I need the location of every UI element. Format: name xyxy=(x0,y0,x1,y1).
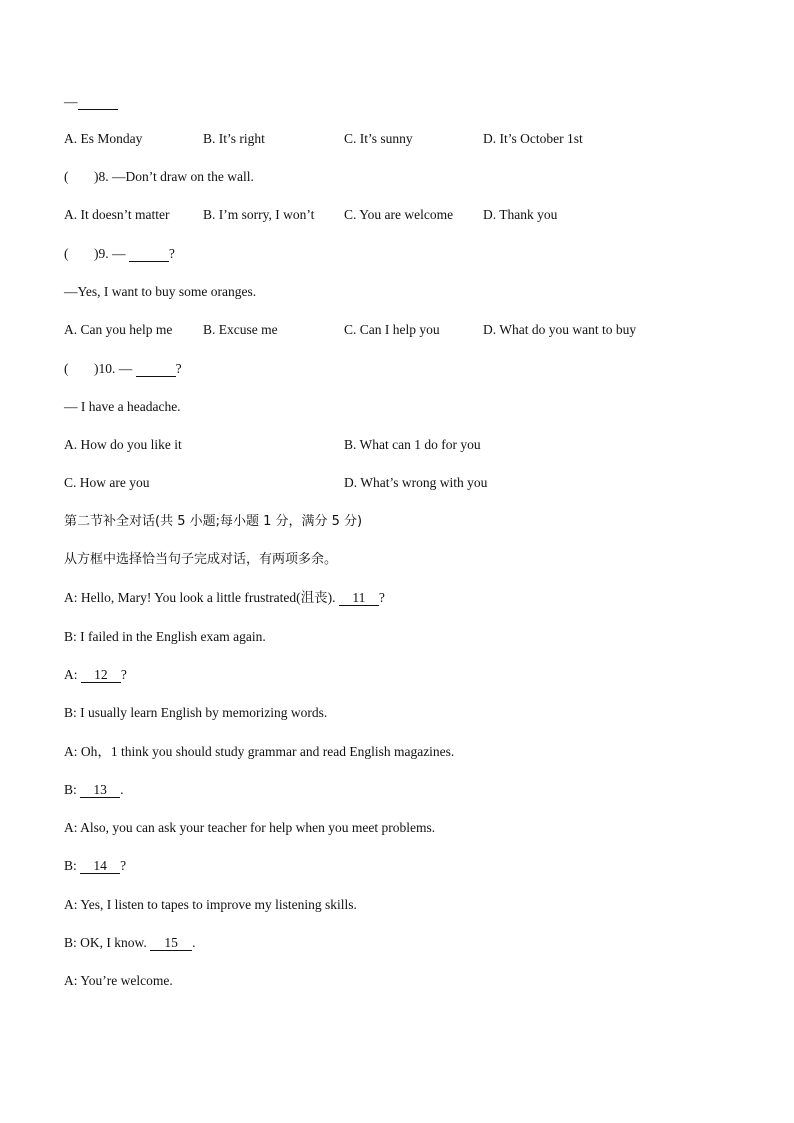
q10-option-b: B. What can 1 do for you xyxy=(344,437,481,452)
dialogue-line-6: B: 13 . xyxy=(64,782,124,797)
blank-11: 11 xyxy=(339,591,379,606)
dialogue-line-3: A: 12 ? xyxy=(64,667,127,682)
section-instruction: 从方框中选择恰当句子完成对话，有两项多余。 xyxy=(64,552,338,567)
q8-stem: ( )8. —Don’t draw on the wall. xyxy=(64,169,254,184)
blank-13: 13 xyxy=(80,783,120,798)
q7-dash: — xyxy=(64,94,78,109)
q9-option-c: C. Can I help you xyxy=(344,322,440,337)
dialogue-line-2: B: I failed in the English exam again. xyxy=(64,629,266,644)
dialogue-line-11: A: You’re welcome. xyxy=(64,973,173,988)
blank-12: 12 xyxy=(81,668,121,683)
dialogue-line-7: A: Also, you can ask your teacher for help when you meet problems. xyxy=(64,820,436,835)
q10-option-d: D. What’s wrong with you xyxy=(344,475,488,490)
q8-option-b: B. I’m sorry, I won’t xyxy=(203,207,315,222)
dialogue-line-8: B: 14 ? xyxy=(64,858,127,873)
q10-answer-paren: ( xyxy=(64,361,69,376)
q9-blank xyxy=(129,247,169,262)
q9-option-b: B. Excuse me xyxy=(203,322,278,337)
q7-option-a: A. Es Monday xyxy=(64,131,143,146)
q8-option-a: A. It doesn’t matter xyxy=(64,207,170,222)
q9-prefix: 9. — xyxy=(98,246,129,261)
q7-option-b: B. It’s right xyxy=(203,131,265,146)
q9-stem: ( )9. — ? xyxy=(64,246,175,261)
dialogue-line-5: A: Oh，1 think you should study grammar and read English magazines. xyxy=(64,744,455,759)
q10-prefix: 10. — xyxy=(98,361,136,376)
q7-option-d: D. It’s October 1st xyxy=(483,131,583,146)
q10-stem: ( )10. — ? xyxy=(64,361,182,376)
q9-response: —Yes, I want to buy some oranges. xyxy=(64,284,257,299)
q8-answer-paren: ( xyxy=(64,169,69,184)
blank-14: 14 xyxy=(80,859,120,874)
q7-answer-line xyxy=(64,93,118,111)
q7-option-c: C. It’s sunny xyxy=(344,131,413,146)
section-heading: 第二节补全对话(共 5 小题;每小题 1 分，满分 5 分) xyxy=(64,514,363,529)
dialogue-line-4: B: I usually learn English by memorizing words. xyxy=(64,705,328,720)
q9-option-a: A. Can you help me xyxy=(64,322,173,337)
q8-option-d: D. Thank you xyxy=(483,207,558,222)
q10-response: — I have a headache. xyxy=(64,399,181,414)
q8-option-c: C. You are welcome xyxy=(344,207,454,222)
q10-option-a: A. How do you like it xyxy=(64,437,182,452)
dialogue-line-9: A: Yes, I listen to tapes to improve my listening skills. xyxy=(64,897,357,912)
q9-option-d: D. What do you want to buy xyxy=(483,322,637,337)
blank-15: 15 xyxy=(150,936,192,951)
q10-blank xyxy=(136,362,176,377)
q9-answer-paren: ( xyxy=(64,246,69,261)
q7-blank xyxy=(78,95,118,110)
dialogue-line-10: B: OK, I know. 15 . xyxy=(64,935,196,950)
dialogue-line-1: A: Hello, Mary! You look a little frustrated(沮丧). 11 ? xyxy=(64,590,385,605)
q8-text: 8. —Don’t draw on the wall. xyxy=(98,169,254,184)
q10-option-c: C. How are you xyxy=(64,475,150,490)
